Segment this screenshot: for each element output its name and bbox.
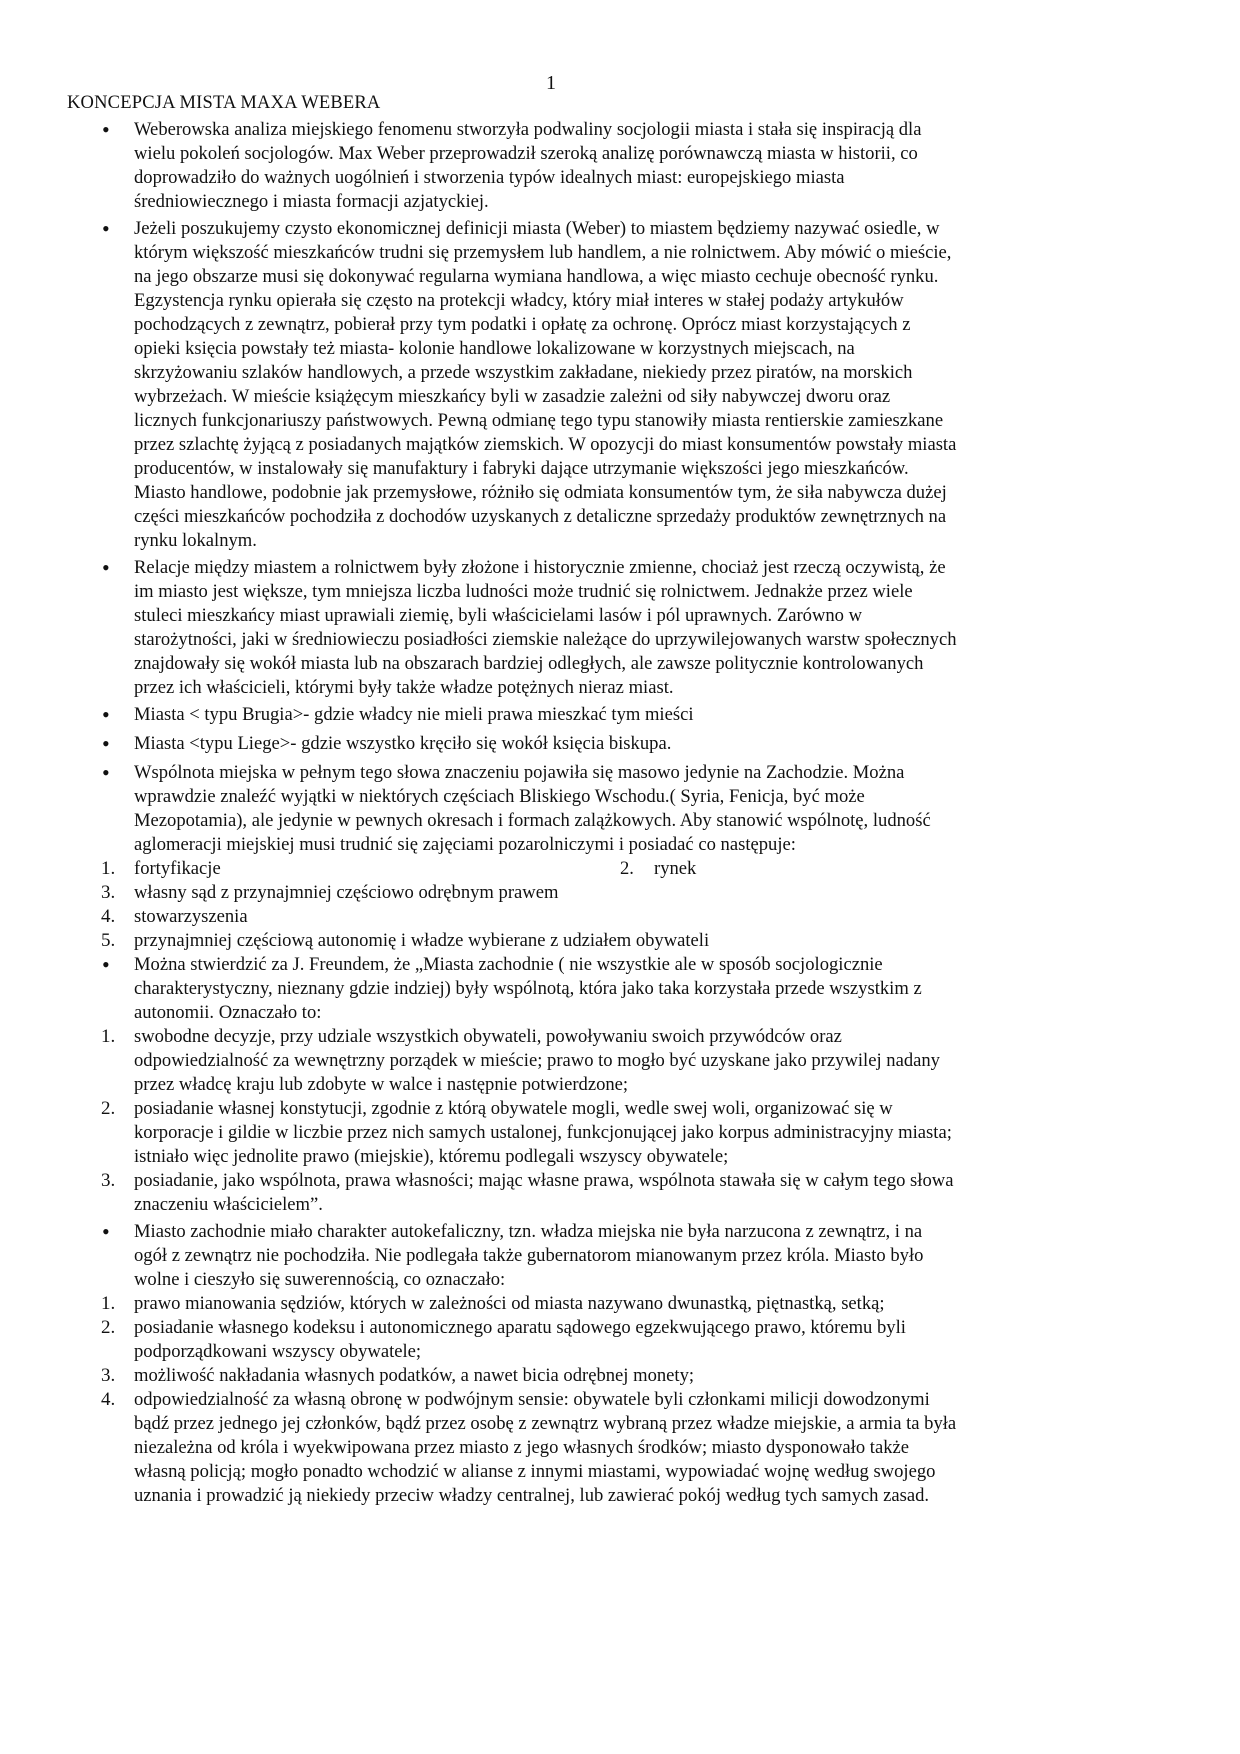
text-line: stuleci mieszkańcy miast uprawiali ziemię, byli właścicielami lasów i pól uprawnych. Zarówno w — [134, 605, 863, 626]
bullet-marker: • — [102, 117, 110, 142]
list-number: 4. — [101, 1389, 116, 1410]
bullet-item — [0, 217, 1240, 553]
list-number: 1. — [101, 1293, 116, 1314]
bullet-marker: • — [102, 760, 110, 785]
text-line: przez władcę kraju lub zdobyte w walce i następnie potwierdzone; — [134, 1074, 629, 1095]
text-line: producentów, w instalowały się manufaktury i fabryki dające utrzymanie większości jego mieszkańców. — [134, 458, 909, 479]
text-line: którym większość mieszkańców trudni się przemysłem lub handlem, a nie rolnictwem. Aby mówić o mieście, — [134, 242, 952, 263]
text-line: odpowiedzialność za wewnętrzny porządek w mieście; prawo to mogło być uzyskane jako przywilej nadany — [134, 1050, 940, 1071]
bullet-marker: • — [102, 731, 110, 756]
numbered-item — [0, 1097, 1240, 1169]
numbered-item — [0, 1388, 1240, 1508]
text-line: znaczeniu właścicielem”. — [134, 1194, 323, 1215]
text-line: Jeżeli poszukujemy czysto ekonomicznej definicji miasta (Weber) to miastem będziemy nazywać osiedle, w — [134, 218, 940, 239]
text-line: korporacje i gildie w liczbie przez nich samych ustalonej, funkcjonującej jako korpus administracyjny miasta; — [134, 1122, 952, 1143]
text-line: prawo mianowania sędziów, których w zależności od miasta nazywano dwunastką, piętnastką, setką; — [134, 1293, 885, 1314]
document-title: KONCEPCJA MISTA MAXA WEBERA — [67, 93, 381, 113]
text-line: możliwość nakładania własnych podatków, a nawet bicia odrębnej monety; — [134, 1365, 695, 1386]
numbered-item — [0, 857, 1240, 881]
text-line: starożytności, jaki w średniowieczu posiadłości ziemskie należące do uprzywilejowanych warstw społecznych — [134, 629, 957, 650]
inline-numbered-item — [620, 857, 696, 881]
text-line: odpowiedzialność za własną obronę w podwójnym sensie: obywatele byli członkami milicji dowodzonymi — [134, 1389, 930, 1410]
text-line: fortyfikacje — [134, 858, 221, 879]
bullet-marker: • — [102, 216, 110, 241]
list-number: 2. — [620, 858, 634, 879]
numbered-item — [0, 905, 1240, 929]
list-number: 1. — [101, 858, 116, 879]
bullet-item — [0, 953, 1240, 1025]
text-line: posiadanie, jako wspólnota, prawa własności; mając własne prawa, wspólnota stawała się w całym tego słowa — [134, 1170, 954, 1191]
text-line: stowarzyszenia — [134, 906, 248, 927]
text-line: posiadanie własnego kodeksu i autonomicznego aparatu sądowego egzekwującego prawo, któremu byli — [134, 1317, 906, 1338]
list-number: 2. — [101, 1317, 116, 1338]
bullet-marker: • — [102, 555, 110, 580]
text-line: przez ich właścicieli, którymi były także władze potężnych nieraz miast. — [134, 677, 674, 698]
numbered-item — [0, 1292, 1240, 1316]
text-line: skrzyżowaniu szlaków handlowych, a przede wszystkim zakładane, niekiedy przez piratów, na morskich — [134, 362, 913, 383]
text-line: im miasto jest większe, tym mniejsza liczba ludności może trudnić się rolnictwem. Jednakże przez wiele — [134, 581, 913, 602]
text-line: ogół z zewnątrz nie pochodziła. Nie podlegała także gubernatorom mianowanym przez króla. Miasto było — [134, 1245, 924, 1266]
numbered-item — [0, 1364, 1240, 1388]
text-line: części mieszkańców pochodziła z dochodów uzyskanych z detaliczne sprzedaży produktów zewnętrznych na — [134, 506, 947, 527]
text-line: przez szlachtę żyjącą z posiadanych majątków ziemskich. W opozycji do miast konsumentów powstały miasta — [134, 434, 957, 455]
numbered-item — [0, 1169, 1240, 1217]
text-line: charakterystyczny, nieznany gdzie indziej) były wspólnotą, która jako taka korzystała przede wszystkim z — [134, 978, 922, 999]
text-line: istniało więc jednolite prawo (miejskie), któremu podlegali wszyscy obywatele; — [134, 1146, 729, 1167]
bullet-item — [0, 118, 1240, 214]
text-line: posiadanie własnej konstytucji, zgodnie z którą obywatele mogli, wedle swej woli, organizować się w — [134, 1098, 893, 1119]
bullet-marker: • — [102, 952, 110, 977]
list-number: 2. — [101, 1098, 116, 1119]
list-number: 4. — [101, 906, 116, 927]
text-line: Relacje między miastem a rolnictwem były złożone i historycznie zmienne, chociaż jest rzeczą oczywistą, że — [134, 557, 946, 578]
text-line: wybrzeżach. W mieście książęcym mieszkańcy byli w zasadzie zależni od siły nabywczej dworu oraz — [134, 386, 891, 407]
list-number: 3. — [101, 882, 116, 903]
text-line: rynku lokalnym. — [134, 530, 257, 551]
text-line: własny sąd z przynajmniej częściowo odrębnym prawem — [134, 882, 559, 903]
list-number: 5. — [101, 930, 116, 951]
text-line: doprowadziło do ważnych uogólnień i stworzenia typów idealnych miast: europejskiego miasta — [134, 167, 845, 188]
page-number: 1 — [546, 72, 556, 94]
text-line: Egzystencja rynku opierała się często na protekcji władcy, który miał interes w stałej podaży artykułów — [134, 290, 904, 311]
text-line: swobodne decyzje, przy udziale wszystkich obywateli, powoływaniu swoich przywódców oraz — [134, 1026, 842, 1047]
text-line: pochodzących z zewnątrz, pobierał przy tym podatki i opłatę za ochronę. Oprócz miast korzystających z — [134, 314, 911, 335]
text-line: uznania i prowadzić ją niekiedy przeciw władzy centralnej, lub zawierać pokój według tych samych zasad. — [134, 1485, 930, 1506]
numbered-item — [0, 1025, 1240, 1097]
numbered-item — [0, 929, 1240, 953]
list-number: 3. — [101, 1170, 116, 1191]
bullet-marker: • — [102, 702, 110, 727]
text-line: znajdowały się wokół miasta lub na obszarach bardziej odległych, ale zawsze politycznie kontrolowanych — [134, 653, 924, 674]
text-line: opieki księcia powstały też miasta- kolonie handlowe lokalizowane w korzystnych miejscach, na — [134, 338, 855, 359]
text-line: Wspólnota miejska w pełnym tego słowa znaczeniu pojawiła się masowo jedynie na Zachodzie. Można — [134, 762, 905, 783]
text-line: bądź przez jednego jej członków, bądź przez osobę z zewnątrz wybraną przez władze miejskie, a armia ta była — [134, 1413, 957, 1434]
text-line: wolne i cieszyło się suwerennością, co oznaczało: — [134, 1269, 506, 1290]
text-line: Miasta < typu Brugia>- gdzie władcy nie mieli prawa mieszkać tym mieści — [134, 704, 694, 725]
numbered-item — [0, 881, 1240, 905]
list-number: 3. — [101, 1365, 116, 1386]
bullet-item — [0, 732, 1240, 756]
text-line: licznych funkcjonariuszy państwowych. Pewną odmianę tego typu stanowiły miasta rentierskie zamieszkane — [134, 410, 944, 431]
text-line: na jego obszarze musi się dokonywać regularna wymiana handlowa, a więc miasto cechuje obecność rynku. — [134, 266, 939, 287]
text-line: rynek — [654, 858, 697, 879]
text-line: wielu pokoleń socjologów. Max Weber przeprowadził szeroką analizę porównawczą miasta w historii, co — [134, 143, 918, 164]
text-line: Weberowska analiza miejskiego fenomenu stworzyła podwaliny socjologii miasta i stała się inspiracją dla — [134, 119, 922, 140]
text-line: wprawdzie znaleźć wyjątki w niektórych częściach Bliskiego Wschodu.( Syria, Fenicja, być może — [134, 786, 865, 807]
text-line: średniowiecznego i miasta formacji azjatyckiej. — [134, 191, 489, 212]
text-line: Miasto zachodnie miało charakter autokefaliczny, tzn. władza miejska nie była narzucona z zewnątrz, i na — [134, 1221, 923, 1242]
document-body — [0, 118, 1240, 1508]
bullet-item — [0, 556, 1240, 700]
numbered-item — [0, 1316, 1240, 1364]
text-line: Można stwierdzić za J. Freundem, że „Miasta zachodnie ( nie wszystkie ale w sposób socjologicznie — [134, 954, 883, 975]
text-line: Miasta <typu Liege>- gdzie wszystko kręciło się wokół księcia biskupa. — [134, 733, 672, 754]
bullet-item — [0, 761, 1240, 857]
bullet-item — [0, 703, 1240, 727]
text-line: aglomeracji miejskiej musi trudnić się zajęciami pozarolniczymi i posiadać co następuje: — [134, 834, 796, 855]
text-line: własną policją; mogło ponadto wchodzić w alianse z innymi miastami, wypowiadać wojnę według swojego — [134, 1461, 936, 1482]
text-line: niezależna od króla i wyekwipowana przez miasto z jego własnych środków; miasto dysponowało także — [134, 1437, 910, 1458]
bullet-item — [0, 1220, 1240, 1292]
text-line: podporządkowani wszyscy obywatele; — [134, 1341, 422, 1362]
text-line: przynajmniej częściową autonomię i władze wybierane z udziałem obywateli — [134, 930, 710, 951]
text-line: Mezopotamia), ale jedynie w pewnych okresach i formach zalążkowych. Aby stanowić wspólnotę, ludność — [134, 810, 931, 831]
list-number: 1. — [101, 1026, 116, 1047]
bullet-marker: • — [102, 1219, 110, 1244]
text-line: Miasto handlowe, podobnie jak przemysłowe, różniło się odmiata konsumentów tym, że siła nabywcza dużej — [134, 482, 947, 503]
text-line: autonomii. Oznaczało to: — [134, 1002, 322, 1023]
